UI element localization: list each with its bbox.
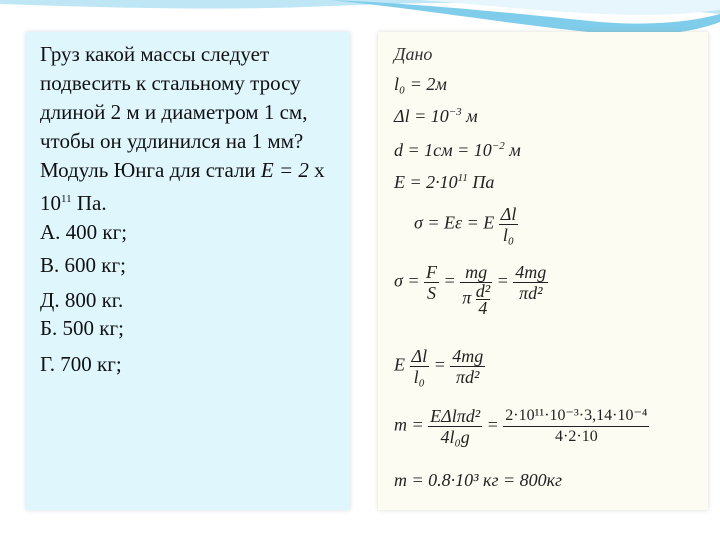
answer-option-b: Б. 500 кг;: [40, 316, 124, 340]
stress-strain-equation: σ = Eε = E $\frac{\Delta l}{\text{l₀}}$: [414, 204, 517, 245]
elongation-fraction: $\frac{\Delta l}{\text{l₀}}$: [411, 346, 428, 387]
mass-equation: m = $\frac{\text{EΔlπd²}}{\text{4l₀g}}$ = $\frac{\text{2·10¹¹·10⁻³·3,14·10⁻⁴}}{4\cdot 2\cdot 10}$: [394, 406, 648, 447]
strain-fraction: $\frac{\Delta l}{\text{l₀}}$: [500, 204, 517, 245]
young-modulus-formula: E = 2 x $10^{11}$ Па.: [40, 158, 325, 215]
given-diameter: $d = 1см = 10^{-2}$ м: [394, 140, 521, 160]
young-modulus-equation: E $\frac{\Delta l}{\text{l₀}}$ = $\frac{4mg}{\text{πd²}}$: [394, 346, 484, 387]
given-young-modulus: $E = 2\cdot 10^{11}$ Па: [394, 172, 495, 192]
answer-option-d: Д. 800 кг.: [40, 288, 124, 312]
stress-force-equation: σ = $\frac{F}{S}$ = mg π $\frac{\text{d²}}{4}$ = $\frac{4mg}{\text{πd²}}$: [394, 262, 547, 318]
four-mg-fraction: $\frac{4mg}{\text{πd²}}$: [515, 262, 547, 303]
problem-statement: [40, 40, 340, 218]
force-area-fraction: $\frac{F}{S}$: [426, 262, 438, 303]
solution-heading: Дано: [394, 44, 433, 64]
answer-option-v: В. 600 кг;: [40, 253, 126, 277]
mass-result: m = 0.8·10³ кг = 800кг: [394, 470, 563, 490]
answer-option-a: А. 400 кг;: [40, 220, 128, 244]
given-elongation: $\Delta l = 10^{-3}$ м: [394, 106, 478, 126]
given-length: l₀ = 2м: [394, 74, 447, 94]
mass-formula-fraction: $\frac{\text{EΔlπd²}}{\text{4l₀g}}$: [430, 406, 481, 447]
problem-text: Груз какой массы следует подвесить к стальному тросу длиной 2 м и диаметром 1 см, чтобы он удлинился на 1 мм? Модуль Юнга для стали: [40, 42, 308, 182]
mg-over-area-fraction: mg π $\frac{\text{d²}}{4}$: [462, 262, 491, 318]
answer-option-g: Г. 700 кг;: [40, 352, 122, 376]
stress-fraction: $\frac{4mg}{\text{πd²}}$: [452, 346, 484, 387]
mass-substitution-fraction: $\frac{\text{2·10¹¹·10⁻³·3,14·10⁻⁴}}{4\cdot 2\cdot 10}$: [505, 407, 648, 445]
